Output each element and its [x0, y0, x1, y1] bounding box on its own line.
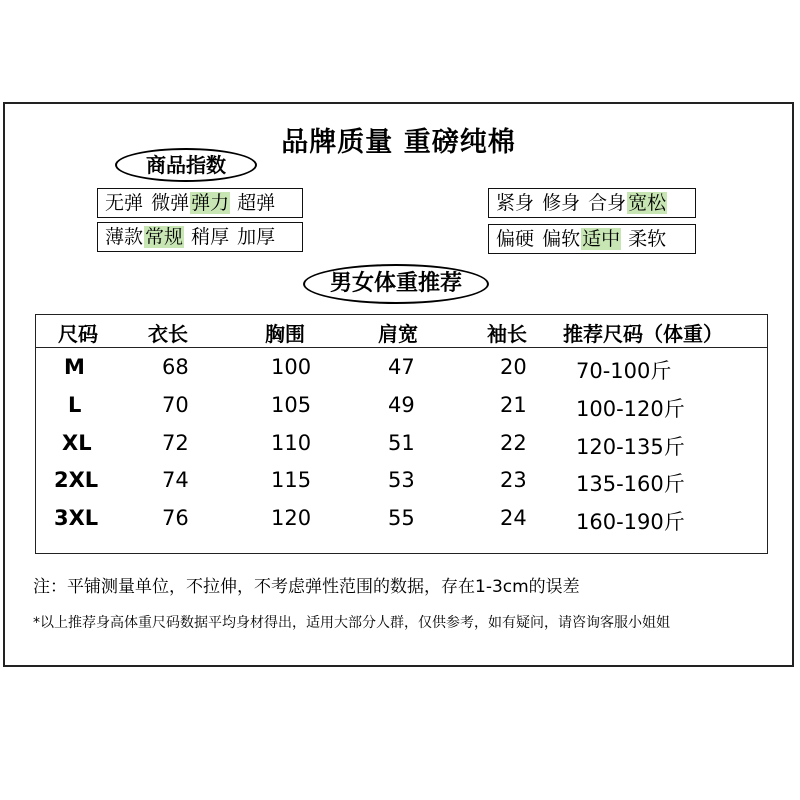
cell-weight: 70-100斤 — [576, 359, 672, 383]
fit-option: 合身 — [588, 192, 627, 214]
elasticity-option-selected: 弹力 — [191, 192, 230, 214]
size-table — [35, 314, 768, 554]
cell-shoulder: 51 — [388, 431, 415, 455]
size-chart-card — [3, 102, 794, 667]
recommendation-disclaimer: *以上推荐身高体重尺码数据平均身材得出，适用大部分人群，仅供参考，如有疑问，请咨询客服小姐姐 — [33, 615, 670, 631]
cell-weight: 135-160斤 — [576, 472, 685, 496]
cell-size: 2XL — [54, 468, 99, 492]
table-row — [36, 468, 767, 504]
elasticity-scale — [97, 188, 303, 218]
table-header-row — [36, 315, 767, 348]
cell-chest: 100 — [271, 355, 312, 379]
softness-option: 柔软 — [628, 228, 667, 250]
softness-scale — [488, 224, 696, 254]
elasticity-option: 微弹 — [151, 192, 190, 214]
thickness-option: 薄款 — [105, 226, 144, 248]
table-row — [36, 506, 767, 542]
product-index-label: 商品指数 — [115, 148, 257, 182]
cell-sleeve: 23 — [500, 468, 527, 492]
cell-size: L — [68, 393, 82, 417]
cell-length: 70 — [162, 393, 189, 417]
cell-shoulder: 47 — [388, 355, 415, 379]
cell-sleeve: 21 — [500, 393, 527, 417]
fit-option: 紧身 — [496, 192, 535, 214]
elasticity-option: 无弹 — [105, 192, 144, 214]
table-row — [36, 431, 767, 467]
weight-recommendation-label: 男女体重推荐 — [303, 264, 489, 304]
cell-size: 3XL — [54, 506, 99, 530]
thickness-option: 稍厚 — [191, 226, 230, 248]
cell-sleeve: 24 — [500, 506, 527, 530]
cell-chest: 110 — [271, 431, 312, 455]
cell-length: 68 — [162, 355, 189, 379]
measurement-note: 注：平铺测量单位，不拉伸，不考虑弹性范围的数据，存在1-3cm的误差 — [33, 577, 580, 597]
thickness-option: 加厚 — [237, 226, 276, 248]
cell-length: 72 — [162, 431, 189, 455]
cell-length: 74 — [162, 468, 189, 492]
cell-length: 76 — [162, 506, 189, 530]
cell-chest: 105 — [271, 393, 312, 417]
header-size: 尺码 — [58, 322, 98, 346]
header-shoulder: 肩宽 — [378, 322, 418, 346]
cell-shoulder: 49 — [388, 393, 415, 417]
cell-shoulder: 55 — [388, 506, 415, 530]
cell-weight: 160-190斤 — [576, 510, 685, 534]
header-length: 衣长 — [148, 322, 188, 346]
softness-option: 偏软 — [542, 228, 581, 250]
fit-option-selected: 宽松 — [628, 192, 667, 214]
elasticity-option: 超弹 — [237, 192, 276, 214]
page-title: 品牌质量 重磅纯棉 — [281, 127, 516, 158]
table-row — [36, 393, 767, 429]
cell-weight: 120-135斤 — [576, 435, 685, 459]
thickness-scale — [97, 222, 303, 252]
cell-weight: 100-120斤 — [576, 397, 685, 421]
table-row — [36, 355, 767, 391]
fit-option: 修身 — [542, 192, 581, 214]
softness-option-selected: 适中 — [582, 228, 621, 250]
header-sleeve: 袖长 — [487, 322, 527, 346]
cell-size: M — [64, 355, 85, 379]
header-recommended-size: 推荐尺码（体重） — [563, 322, 723, 346]
cell-size: XL — [62, 431, 92, 455]
header-chest: 胸围 — [265, 322, 305, 346]
cell-shoulder: 53 — [388, 468, 415, 492]
cell-chest: 115 — [271, 468, 312, 492]
thickness-option-selected: 常规 — [145, 226, 184, 248]
cell-sleeve: 20 — [500, 355, 527, 379]
softness-option: 偏硬 — [496, 228, 535, 250]
cell-sleeve: 22 — [500, 431, 527, 455]
cell-chest: 120 — [271, 506, 312, 530]
fit-scale — [488, 188, 696, 218]
